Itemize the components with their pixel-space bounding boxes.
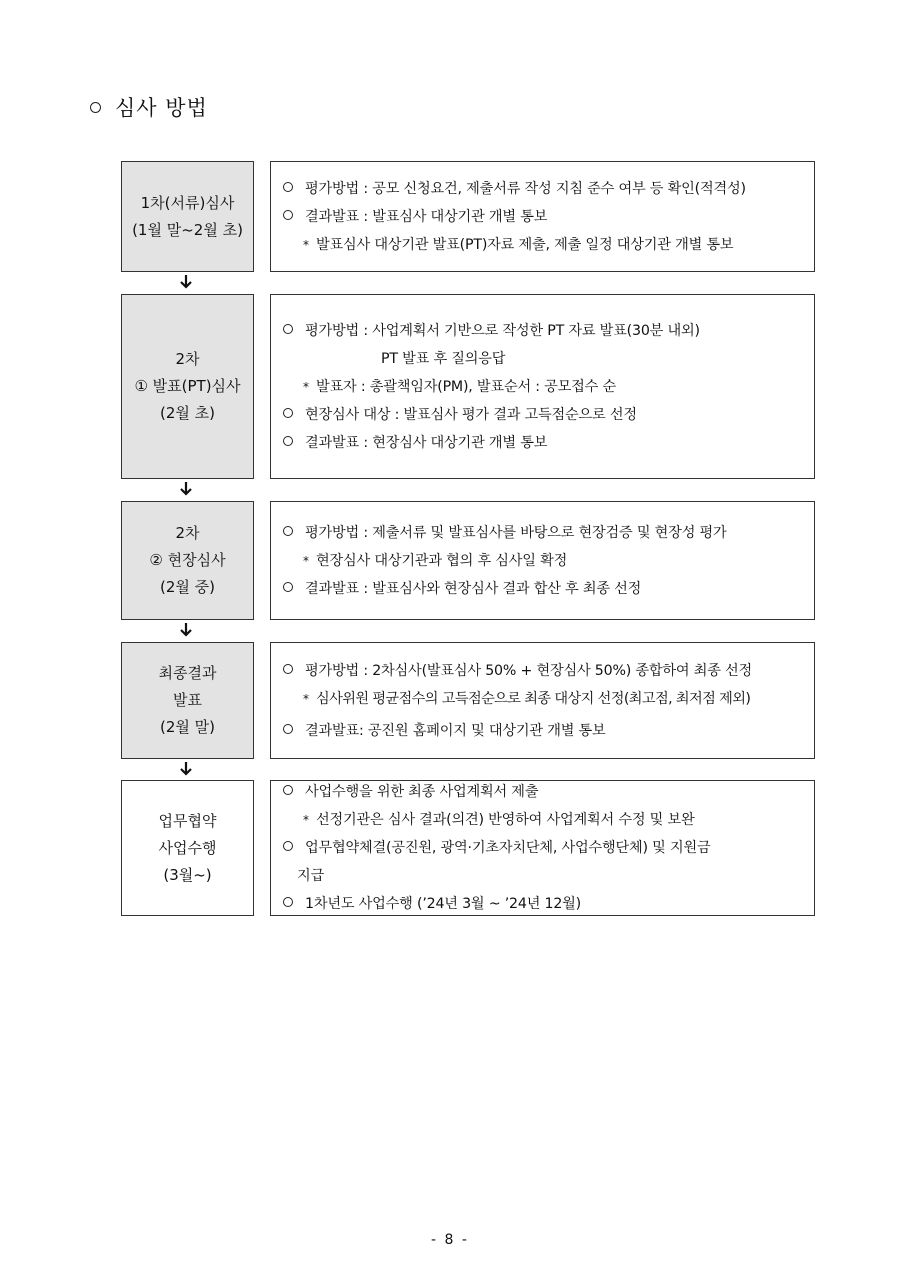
down-arrow-icon [178,274,194,290]
bullet-circle-icon [90,102,101,113]
detail-line: 평가방법 : 2차심사(발표심사 50% + 현장심사 50%) 종합하여 최종 선정 [283,657,804,685]
stage-label-line: 2차 [175,350,200,368]
asterisk-icon: * [303,813,309,827]
stage-label-line: 최종결과 [158,664,217,682]
detail-line: 평가방법 : 공모 신청요건, 제출서류 작성 지침 준수 여부 등 확인(적격성) [283,175,804,203]
stage-detail-box [270,501,815,620]
down-arrow-icon [178,622,194,638]
detail-line: 업무협약체결(공진원, 광역·기초자치단체, 사업수행단체) 및 지원금 [283,834,804,862]
stage-label-line: 2차 [175,524,200,542]
stage-label-line: (2월 초) [160,404,215,422]
stage-detail-box [270,161,815,272]
circle-bullet-icon [283,897,293,907]
detail-line: 결과발표 : 발표심사와 현장심사 결과 합산 후 최종 선정 [283,575,804,603]
detail-line: 사업수행을 위한 최종 사업계획서 제출 [283,778,804,806]
stage-detail-box [270,294,815,479]
asterisk-icon: * [303,237,309,252]
circle-bullet-icon [283,785,293,795]
detail-line: 1차년도 사업수행 (’24년 3월 ~ ’24년 12월) [283,890,804,918]
stage-label-box [121,501,254,620]
circle-bullet-icon [283,324,293,334]
detail-note-line: * 현장심사 대상기관과 협의 후 심사일 확정 [283,547,804,575]
stage-label-line: (2월 중) [160,578,215,596]
stage-final-announcement [121,642,815,759]
stage-onsite-review [121,501,815,620]
down-arrow-icon [178,481,194,497]
circle-bullet-icon [283,436,293,446]
circle-bullet-icon [283,841,293,851]
circle-bullet-icon [283,664,293,674]
stage-label-box [121,642,254,759]
detail-line: 현장심사 대상 : 발표심사 평가 결과 고득점순으로 선정 [283,401,804,429]
circle-bullet-icon [283,526,293,536]
stage-label-line: 발표 [173,691,202,709]
stage-label-line: ① 발표(PT)심사 [134,377,241,395]
detail-note-line: * 발표자 : 총괄책임자(PM), 발표순서 : 공모접수 순 [283,373,804,401]
detail-line: 평가방법 : 제출서류 및 발표심사를 바탕으로 현장검증 및 현장성 평가 [283,519,804,547]
stage-document-review [121,161,815,272]
detail-note-line: * 심사위원 평균점수의 고득점순으로 최종 대상지 선정(최고점, 최저점 제외) [283,685,804,713]
stage-label-box [121,294,254,479]
stage-presentation-review [121,294,815,479]
stage-label-box [121,780,254,916]
stage-label-line: (1월 말~2월 초) [132,220,243,239]
stage-agreement-execution [121,780,815,916]
stage-detail-box [270,780,815,916]
asterisk-icon: * [303,379,309,394]
stage-label-line: ② 현장심사 [149,551,226,569]
detail-line: 평가방법 : 사업계획서 기반으로 작성한 PT 자료 발표(30분 내외) [283,317,804,345]
detail-line: 결과발표 : 현장심사 대상기관 개별 통보 [283,429,804,457]
detail-line: PT 발표 후 질의응답 [381,350,506,367]
circle-bullet-icon [283,182,293,192]
asterisk-icon: * [303,691,309,706]
stage-label-line: 1차(서류)심사 [140,193,235,212]
detail-line: 결과발표: 공진원 홈페이지 및 대상기관 개별 통보 [283,717,804,745]
detail-note-line: * 선정기관은 심사 결과(의견) 반영하여 사업계획서 수정 및 보완 [283,806,804,834]
stage-label-box [121,161,254,272]
stage-detail-box [270,642,815,759]
down-arrow-icon [178,761,194,777]
asterisk-icon: * [303,553,309,568]
detail-line: 결과발표 : 발표심사 대상기관 개별 통보 [283,203,804,231]
section-title: 심사 방법 [115,96,208,120]
section-heading [90,92,208,122]
detail-line: 지급 [297,868,325,884]
stage-label-line: (3월~) [163,865,212,884]
page-number: - 8 - [431,1232,469,1248]
circle-bullet-icon [283,408,293,418]
circle-bullet-icon [283,210,293,220]
circle-bullet-icon [283,724,293,734]
stage-label-line: 업무협약 [158,811,217,830]
stage-label-line: 사업수행 [158,838,217,857]
circle-bullet-icon [283,582,293,592]
stage-label-line: (2월 말) [160,718,215,736]
detail-note-line: * 발표심사 대상기관 발표(PT)자료 제출, 제출 일정 대상기관 개별 통보 [283,231,804,259]
